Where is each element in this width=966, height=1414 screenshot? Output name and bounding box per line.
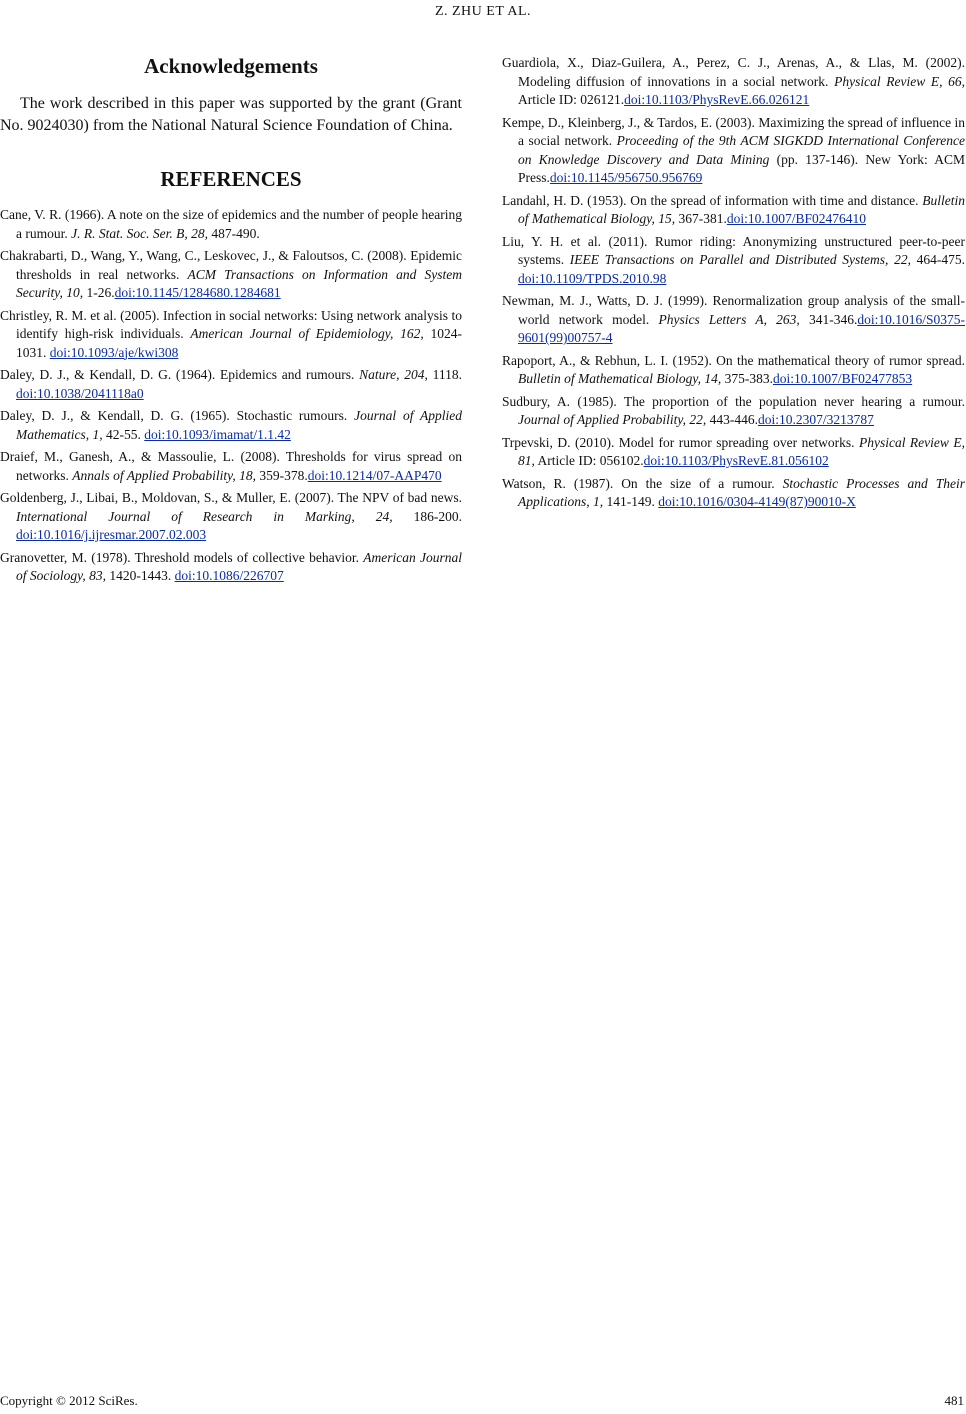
reference-pages: 1024-1031. bbox=[16, 326, 462, 360]
reference-source: J. R. Stat. Soc. Ser. B, 28, bbox=[71, 225, 208, 241]
reference-text: Sudbury, A. (1985). The proportion of the population never hearing a rumour. bbox=[502, 393, 965, 409]
reference-source: Stochastic Processes and Their Applications, 1, bbox=[518, 475, 965, 509]
reference-text: Cane, V. R. (1966). A note on the size of epidemics and the number of people hearing a rumour. bbox=[0, 207, 462, 241]
right-column bbox=[502, 50, 965, 516]
doi-link[interactable]: doi:10.1086/226707 bbox=[174, 568, 284, 583]
reference-list-right bbox=[502, 54, 965, 512]
reference-entry bbox=[502, 233, 965, 289]
doi-link[interactable]: doi:10.1093/imamat/1.1.42 bbox=[144, 426, 291, 442]
reference-text: Daley, D. J., & Kendall, D. G. (1964). Epidemics and rumours. bbox=[0, 367, 360, 382]
reference-source: Bulletin of Mathematical Biology, 14, bbox=[518, 371, 722, 386]
reference-text: Rapoport, A., & Rebhun, L. I. (1952). On the mathematical theory of rumor spread. bbox=[502, 352, 965, 368]
reference-pages: 42-55. bbox=[102, 426, 145, 442]
reference-text: Liu, Y. H. et al. (2011). Rumor riding: Anonymizing unstructured peer-to-peer systems. bbox=[502, 233, 965, 267]
reference-text: Draief, M., Ganesh, A., & Massoulie, L. (2008). Thresholds for virus spread on networks. bbox=[0, 449, 462, 483]
reference-entry bbox=[502, 475, 965, 512]
reference-text: Guardiola, X., Diaz-Guilera, A., Perez, C. J., Arenas, A., & Llas, M. (2002). Modeling diffusion of innovations in a social network. bbox=[502, 55, 965, 89]
reference-text: Trpevski, D. (2010). Model for rumor spreading over networks. bbox=[502, 434, 859, 450]
reference-source: Physical Review E, 81, bbox=[518, 434, 965, 468]
reference-pages: 487-490. bbox=[207, 225, 260, 241]
doi-link[interactable]: doi:10.1007/BF02477853 bbox=[772, 371, 913, 386]
reference-pages: 367-381. bbox=[675, 211, 727, 226]
reference-source: Physical Review E, 66, bbox=[834, 73, 965, 89]
reference-entry bbox=[502, 114, 965, 188]
reference-pages: 1420-1443. bbox=[106, 568, 175, 583]
reference-entry bbox=[0, 489, 462, 545]
reference-source: Bulletin of Mathematical Biology, 15, bbox=[518, 192, 965, 226]
reference-source: Physics Letters A, 263, bbox=[658, 311, 800, 327]
doi-link[interactable]: doi:10.1103/PhysRevE.81.056102 bbox=[643, 453, 829, 468]
doi-link[interactable]: doi:10.1145/1284680.1284681 bbox=[114, 285, 281, 300]
reference-entry bbox=[0, 549, 462, 586]
reference-source: American Journal of Sociology, 83, bbox=[16, 549, 462, 583]
references-title: REFERENCES bbox=[160, 167, 302, 191]
reference-entry bbox=[0, 247, 462, 303]
reference-source: Proceeding of the 9th ACM SIGKDD International Conference on Knowledge Discovery and Data Mining bbox=[518, 133, 965, 167]
reference-text: Landahl, H. D. (1953). On the spread of information with time and distance. bbox=[502, 192, 923, 208]
reference-source: IEEE Transactions on Parallel and Distributed Systems, 22, bbox=[569, 252, 911, 267]
doi-link[interactable]: doi:10.1016/S0375-9601(99)00757-4 bbox=[518, 311, 966, 345]
doi-link[interactable]: doi:10.1038/2041118a0 bbox=[16, 385, 144, 401]
reference-pages: 464-475. bbox=[910, 252, 965, 267]
reference-text: Watson, R. (1987). On the size of a rumour. bbox=[502, 475, 783, 491]
reference-source: Nature, 204, bbox=[359, 367, 428, 382]
reference-source: Journal of Applied Mathematics, 1, bbox=[16, 408, 463, 442]
reference-entry bbox=[0, 448, 462, 485]
reference-entry bbox=[0, 307, 462, 363]
reference-source: ACM Transactions on Information and System Security, 10, bbox=[16, 266, 462, 300]
reference-text: Newman, M. J., Watts, D. J. (1999). Renormalization group analysis of the small-world network model. bbox=[502, 293, 965, 327]
reference-entry bbox=[502, 292, 965, 348]
reference-text: Christley, R. M. et al. (2005). Infection in social networks: Using network analysis to identify high-risk individuals. bbox=[0, 307, 462, 341]
doi-link[interactable]: doi:10.1093/aje/kwi308 bbox=[49, 344, 179, 360]
reference-entry bbox=[502, 54, 965, 110]
doi-link[interactable]: doi:10.1007/BF02476410 bbox=[726, 211, 866, 226]
reference-source: Annals of Applied Probability, 18, bbox=[72, 467, 256, 483]
reference-source: International Journal of Research in Marking, 24, bbox=[16, 508, 393, 524]
acknowledgements-title: Acknowledgements bbox=[144, 54, 318, 78]
reference-pages: 375-383. bbox=[721, 371, 773, 386]
reference-entry bbox=[0, 206, 462, 243]
reference-source: American Journal of Epidemiology, 162, bbox=[190, 326, 424, 341]
reference-pages: Article ID: 056102. bbox=[534, 453, 644, 468]
doi-link[interactable]: doi:10.1016/0304-4149(87)90010-X bbox=[658, 494, 856, 509]
reference-pages: Article ID: 026121. bbox=[518, 92, 625, 107]
acknowledgements-body: The work described in this paper was supported by the grant (Grant No. 9024030) from the National Natural Science Foundation of China. bbox=[0, 95, 462, 134]
reference-pages: 359-378. bbox=[256, 467, 308, 483]
doi-link[interactable]: doi:10.1109/TPDS.2010.98 bbox=[518, 270, 667, 286]
reference-text: Goldenberg, J., Libai, B., Moldovan, S., & Muller, E. (2007). The NPV of bad news. bbox=[0, 490, 462, 505]
reference-pages: 186-200. bbox=[392, 508, 462, 524]
page-number: 481 bbox=[944, 1393, 964, 1408]
reference-text: Granovetter, M. (1978). Threshold models of collective behavior. bbox=[0, 549, 364, 565]
reference-entry bbox=[502, 192, 965, 229]
reference-entry bbox=[502, 393, 965, 430]
running-head: Z. ZHU ET AL. bbox=[434, 4, 532, 19]
reference-text: Chakrabarti, D., Wang, Y., Wang, C., Leskovec, J., & Faloutsos, C. (2008). Epidemic thresholds in real networks. bbox=[0, 248, 462, 282]
reference-pages: 341-346. bbox=[799, 311, 858, 327]
doi-link[interactable]: doi:10.1214/07-AAP470 bbox=[307, 467, 442, 483]
doi-link[interactable]: doi:10.1103/PhysRevE.66.026121 bbox=[624, 92, 810, 107]
reference-entry bbox=[502, 352, 965, 389]
doi-link[interactable]: doi:10.2307/3213787 bbox=[758, 412, 874, 427]
doi-link[interactable]: doi:10.1145/956750.956769 bbox=[549, 170, 703, 185]
reference-pages: 443-446. bbox=[706, 412, 758, 427]
reference-text: Kempe, D., Kleinberg, J., & Tardos, E. (2003). Maximizing the spread of influence in a social network. bbox=[502, 114, 965, 148]
reference-list-left bbox=[0, 206, 462, 586]
reference-pages: 141-149. bbox=[603, 494, 659, 509]
reference-text: Daley, D. J., & Kendall, D. G. (1965). Stochastic rumours. bbox=[0, 408, 355, 423]
reference-pages: (pp. 137-146). New York: ACM Press. bbox=[518, 151, 966, 185]
doi-link[interactable]: doi:10.1016/j.ijresmar.2007.02.003 bbox=[16, 527, 207, 542]
copyright-notice: Copyright © 2012 SciRes. bbox=[0, 1393, 138, 1408]
reference-entry bbox=[502, 434, 965, 471]
reference-pages: 1118. bbox=[427, 367, 463, 382]
reference-entry bbox=[0, 407, 462, 444]
left-column bbox=[0, 50, 462, 590]
reference-pages: 1-26. bbox=[83, 285, 115, 300]
reference-entry bbox=[0, 366, 462, 403]
reference-source: Journal of Applied Probability, 22, bbox=[518, 412, 707, 427]
